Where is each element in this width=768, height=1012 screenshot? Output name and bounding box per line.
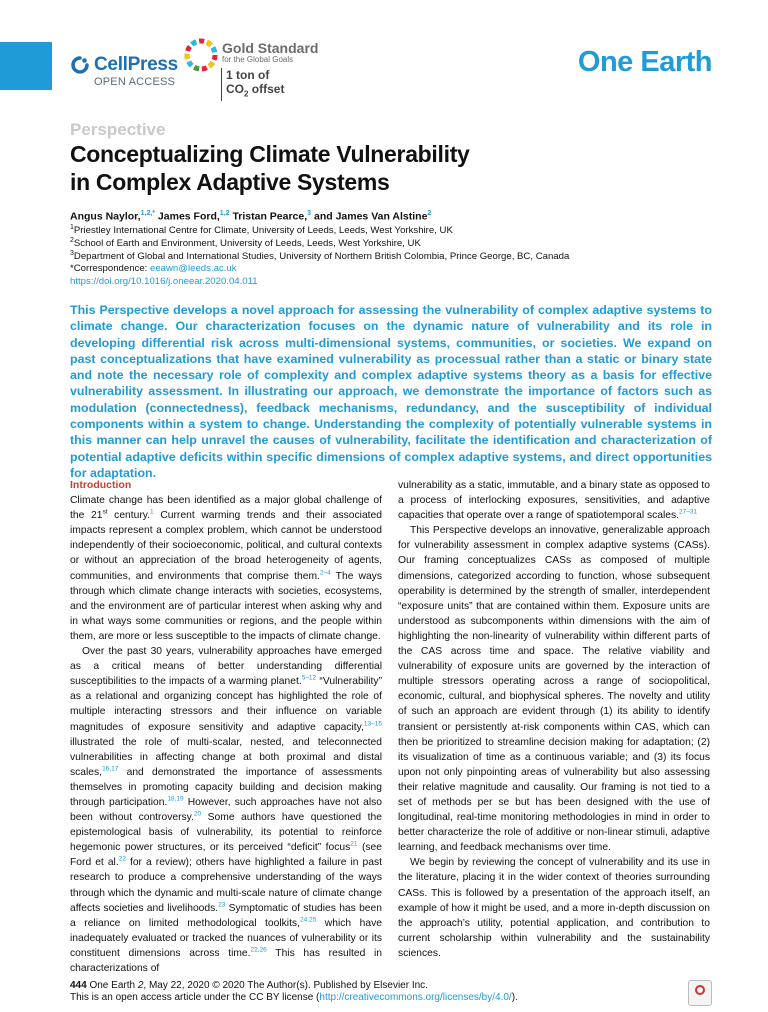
page-footer xyxy=(70,980,518,1004)
paragraph xyxy=(70,493,382,644)
citation-ref[interactable]: 13–15 xyxy=(363,720,382,728)
author-affiliation-sup[interactable]: 3 xyxy=(307,210,312,217)
text-run: This Perspective develops an innovative, generalizable approach for vulnerability assessment in complex adaptive systems (CASs). Our framing conceptualizes CASs as composed of multiple dimensions, categorized according to function, whose subsequent operability is determined by the strength of smaller, interdependent “exposure units” that are contained within them. Exposure units are understood as subcomponents within dimensions with the aim of highlighting the non-linearity of vulnerability within different parts of the CAS across time and space. The relative viability and vulnerability of exposure units are governed by the interaction of multiple stressors operating across a range of sociopolitical, economic, cultural, and biophysical spheres. The novelty and utility of such an approach are evident through (1) its ability to identify transient or persistently at-risk components within CAS, which can then be prioritized to streamline decision making for adaptation; (2) its visualization of time as a continuous variable; and (3) its focus upon not only pinpointing areas of vulnerability but also assessing their relative magnitude and causality. Our framing is not tied to a set of methods per se but has been designed with the use of longitudinal, real-time monitoring methodologies in mind in order to better characterize the role of additive or non-linear stimuli, adaptive learning, and feedback mechanisms over time. xyxy=(398,525,710,854)
text-run: century. xyxy=(107,510,151,522)
superscript: st xyxy=(102,508,108,516)
citation-ref[interactable]: 22,26 xyxy=(250,946,267,954)
correspondence: *Correspondence: eeawn@leeds.ac.uk xyxy=(70,263,237,274)
gold-standard-title: Gold Standard xyxy=(222,40,319,56)
page-number: 444 xyxy=(70,980,87,991)
affiliation-3: $^3$Department of Global and International Studies, University of Northern British Colombia, Prince George, BC, Canada xyxy=(70,250,570,263)
citation-ref[interactable]: 20 xyxy=(193,810,202,818)
correspondence-email-link[interactable]: eeawn@leeds.ac.uk xyxy=(150,263,237,274)
author-affiliation-sup[interactable]: 1,2 xyxy=(219,210,230,217)
citation-ref[interactable]: 23 xyxy=(218,901,226,909)
citation-ref[interactable]: 24,25 xyxy=(299,916,317,924)
footer-license: This is an open access article under the CC BY license (http://creativecommons.org/licenses/by/4.0/). xyxy=(70,992,518,1003)
offset-line2: $CO_2$ offset xyxy=(226,82,285,99)
right-column xyxy=(398,478,710,961)
carbon-offset-label xyxy=(221,68,284,101)
author-affiliation-sup[interactable]: 1,2,* xyxy=(140,210,156,217)
citation-ref[interactable]: 16,17 xyxy=(102,765,119,773)
license-link[interactable]: http://creativecommons.org/licenses/by/4.0/ xyxy=(319,992,512,1003)
text-run: and demonstrated the importance of assessments themselves in promoting capacity building and decision making through participation. xyxy=(70,766,382,808)
doi-link[interactable]: https://doi.org/10.1016/j.oneear.2020.04.011 xyxy=(70,276,258,287)
paragraph xyxy=(398,523,710,855)
citation-ref[interactable]: 22 xyxy=(118,855,126,863)
cellpress-logo-icon xyxy=(70,55,90,75)
text-run: We begin by reviewing the concept of vulnerability and its use in the literature, placing it in the wider context of theories surrounding CASs. This is followed by a presentation of the approach itself, an example of how it might be used, and a more in-depth discussion on the approach’s utility, potential application, and contribution to current scholarship within vulnerability and the sustainability sciences. xyxy=(398,857,710,959)
gold-standard-badge[interactable] xyxy=(184,38,319,99)
text-run: illustrated the role of multi-scalar, nested, and teleconnected vulnerabilities in affecting change at both proximal and distal scales, xyxy=(70,736,382,778)
abstract: This Perspective develops a novel approach for assessing the vulnerability of complex adaptive systems to climate change. Our characterization focuses on the dynamic nature of vulnerability and its role in developing differential risk across multi-dimensional systems, communities, or societies. We expand on past conceptualizations that have examined vulnerability as processual rather than a static or binary state and note the necessary role of complexity and complex adaptive systems theory as a basis for effective vulnerability assessment. In illustrating our approach, we demonstrate the importance of factors such as modulation (connectedness), feedback mechanisms, redundancy, and the susceptibility of individual components within a system to change. Understanding the complexity of potentially vulnerable systems in this manner can help unravel the causes of vulnerability, facilitate the identification and characterization of potential adaptive deficits within specific dimensions of complex adaptive systems, and direct opportunities for adaptation. xyxy=(70,303,712,480)
title-line-1: Conceptualizing Climate Vulnerability xyxy=(70,141,470,167)
citation-ref[interactable]: 5–12 xyxy=(301,674,317,682)
text-run: Over the past 30 years, vulnerability approaches have emerged as a critical means of better understanding differential susceptibilities to the impacts of a warming planet. xyxy=(70,646,382,688)
open-access-label: OPEN ACCESS xyxy=(94,76,176,88)
author-name[interactable]: James Ford, xyxy=(155,210,220,223)
text-run: (see Ford et al. xyxy=(70,842,382,869)
author-list xyxy=(70,210,431,223)
accent-bar xyxy=(0,42,52,90)
affiliation-1: $^1$Priestley International Centre for Climate, University of Leeds, Leeds, West Yorkshire, UK xyxy=(70,224,453,237)
citation-ref[interactable]: 21 xyxy=(350,840,358,848)
citation-ref[interactable]: 2–4 xyxy=(319,569,331,577)
article-type: Perspective xyxy=(70,120,166,139)
author-affiliation-sup[interactable]: 2 xyxy=(427,210,432,217)
publisher-name: CellPress xyxy=(94,54,178,75)
section-heading-introduction: Introduction xyxy=(70,479,132,491)
text-run: vulnerability as a static, immutable, and a binary state as opposed to a process of interlocking exposures, sensitivities, and adaptive capacities that operate over a range of spatiotemporal scales. xyxy=(398,480,710,522)
citation-ref[interactable]: 1 xyxy=(150,508,154,516)
paragraph xyxy=(398,478,710,523)
text-run: Current warming trends and their associated impacts represent a complex problem, which cannot be understood independently of their socioeconomic, political, and cultural contexts or without an appreciation of the broad heterogeneity of agents, communities, and environments that comprise them. xyxy=(70,510,382,582)
citation-ref[interactable]: 18,19 xyxy=(167,795,184,803)
journal-name[interactable]: One Earth xyxy=(577,46,712,78)
article-title xyxy=(70,140,710,196)
crossmark-icon[interactable] xyxy=(688,980,712,1006)
cellpress-logo[interactable] xyxy=(70,54,178,88)
footer-citation: 444 One Earth 2, May 22, 2020 © 2020 The Author(s). Published by Elsevier Inc. xyxy=(70,980,428,991)
paragraph xyxy=(70,644,382,976)
affiliation-2: $^2$School of Earth and Environment, University of Leeds, Leeds, West Yorkshire, UK xyxy=(70,237,421,250)
title-line-2: in Complex Adaptive Systems xyxy=(70,169,390,195)
text-run: for a review); others have highlighted a failure in past research to produce a comprehensive understanding of the ways through which the dynamic and multi-scale nature of climate change affects societies and livelihoods. xyxy=(70,857,383,914)
text-run: Climate change has been identified as a major global challenge of the 21 xyxy=(70,495,382,522)
text-run: which have inadequately evaluated or tracked the nuances of vulnerability or its constituent dimensions across time. xyxy=(70,917,382,959)
text-run: However, such approaches have not also been without controversy. xyxy=(70,796,383,824)
text-run: This has resulted in characterizations of xyxy=(70,947,382,974)
citation-ref[interactable]: 27–31 xyxy=(679,508,698,516)
left-column xyxy=(70,478,382,976)
author-name[interactable]: and James Van Alstine xyxy=(311,210,428,223)
offset-line1: 1 ton of xyxy=(226,68,270,82)
gold-standard-wheel-icon xyxy=(184,38,218,72)
paragraph xyxy=(398,855,710,961)
gold-standard-subtitle: for the Global Goals xyxy=(222,55,294,64)
author-name[interactable]: Tristan Pearce, xyxy=(229,210,308,223)
text-run: The ways through which climate change interacts with societies, ecosystems, and the environment are of particular interest when asking why and in what ways some communities or regions, and the people within them, are more or less susceptible to the impacts of climate change. xyxy=(70,570,382,642)
text-run: “Vulnerability” as a relational and organizing concept has highlighted the role of multiple interacting stressors and their influence on variable magnitudes of exposure sensitivity and adaptive capacity, xyxy=(70,676,382,733)
text-run: Some authors have questioned the epistemological basis of vulnerability, its potential to reinforce hegemonic power structures, or its perceived “deficit” focus xyxy=(70,812,382,854)
text-run: Symptomatic of studies has been a reliance on limited methodological toolkits, xyxy=(70,902,382,929)
author-name[interactable]: Angus Naylor, xyxy=(70,210,141,223)
